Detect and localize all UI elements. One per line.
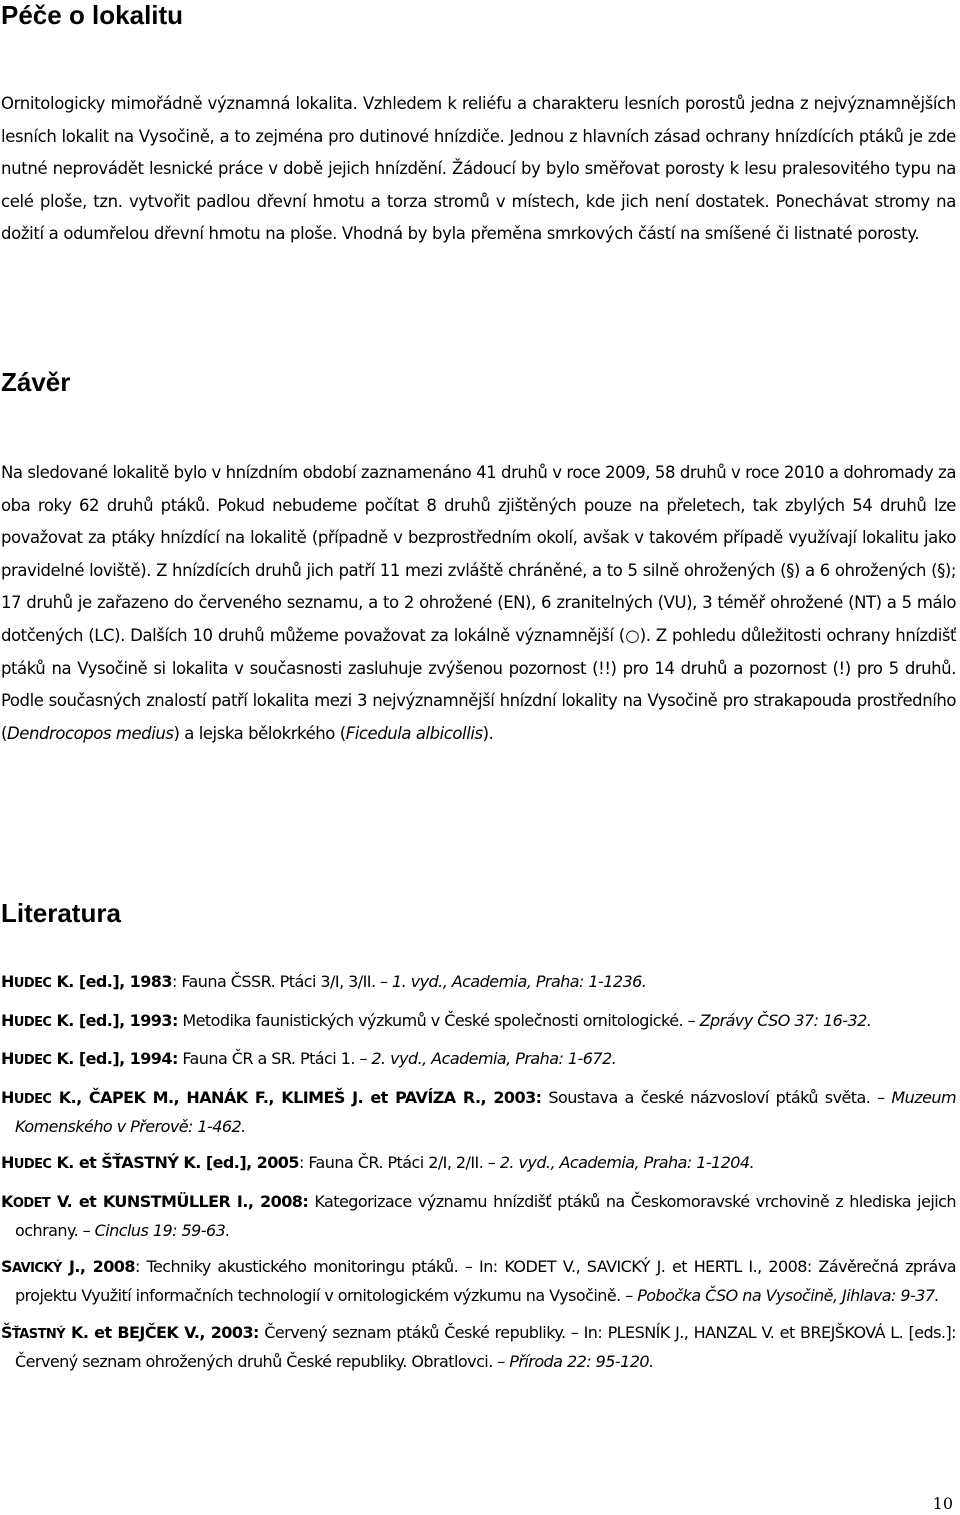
reference-item — [1, 1045, 956, 1074]
reference-body: : Fauna ČSSR. Ptáci 3/I, 3/II. — [171, 972, 381, 991]
reference-source: – Pobočka ČSO na Vysočině, Jihlava: 9-37. — [625, 1286, 940, 1305]
paragraph-conclusion — [1, 457, 956, 750]
reference-item — [1, 1007, 956, 1036]
paragraph-care: Ornitologicky mimořádně významná lokalita. Vzhledem k reliéfu a charakteru lesních porostů jedna z nejvýznamnějších lesních lokalit na Vysočině, a to zejména pro dutinové hnízdiče. Jednou z hlavních zásad ochrany hnízdících ptáků je zde nutné neprovádět lesnické práce v době jejich hnízdění. Žádoucí by bylo směřovat porosty k lesu pralesovitého typu na celé ploše, tzn. vytvořit padlou dřevní hmotu a torza stromů v místech, kde jich není dostatek. Ponechávat stromy na dožití a odumřelou dřevní hmotu na ploše. Vhodná by byla přeměna smrkových částí na smíšené či listnaté porosty. — [1, 94, 956, 243]
reference-authors: SAVICKÝ J., 2008 — [1, 1257, 135, 1276]
reference-body: Kategorizace významu hnízdišť ptáků na Českomoravské vrchovině z hlediska jejich ochrany. — [15, 1191, 956, 1240]
reference-item — [1, 1084, 956, 1140]
reference-source: – Zprávy ČSO 37: 16-32. — [687, 1010, 872, 1030]
reference-body: Fauna ČR a SR. Ptáci 1. — [177, 1049, 360, 1068]
reference-list — [1, 968, 956, 1384]
reference-authors: HUDEC K. [ed.], 1983 — [1, 972, 172, 991]
reference-source: – 2. vyd., Academia, Praha: 1-672. — [359, 1049, 617, 1068]
species-name: Ficedula albicollis — [345, 723, 483, 743]
reference-item — [1, 968, 956, 997]
reference-source: – Muzeum Komenského v Přerově: 1-462. — [15, 1087, 956, 1136]
conclusion-text-b: ) a lejska bělokrkého ( — [173, 723, 346, 743]
section-heading-conclusion: Závěr — [1, 367, 71, 397]
reference-item — [1, 1149, 956, 1178]
conclusion-text-a: Na sledované lokalitě bylo v hnízdním období zaznamenáno 41 druhů v roce 2009, 58 druhů v roce 2010 a dohromady za oba roky 62 druhů ptáků. Pokud nebudeme počítat 8 druhů zjištěných pouze na přeletech, tak zbylých 54 druhů lze považovat za ptáky hnízdící na lokalitě (případně v bezprostředním okolí, avšak v takovém případě využívají lokalitu jako pravidelné loviště). Z hnízdících druhů jich patří 11 mezi zvláště chráněné, a to 5 silně ohrožených (§) a 6 ohrožených (§); 17 druhů je zařazeno do červeného seznamu, a to 2 ohrožené (EN), 6 zranitelných (VU), 3 téměř ohrožené (NT) a 5 málo dotčených (LC). Dalších 10 druhů můžeme považovat za lokálně významnější (○). Z pohledu důležitosti ochrany hnízdišť ptáků na Vysočině si lokalita v současnosti zasluhuje zvýšenou pozornost (!!) pro 14 druhů a pozornost (!) pro 5 druhů. Podle současných znalostí patří lokalita mezi 3 nejvýznamnější hnízdní lokality na Vysočině pro strakapouda prostředního ( — [1, 463, 956, 743]
reference-body: Metodika faunistických výzkumů v České společnosti ornitologické. — [177, 1010, 688, 1030]
reference-body: Červený seznam ptáků České republiky. – In: PLESNÍK J., HANZAL V. et BREJŠKOVÁ L. [eds.]: Červený seznam ohrožených druhů České republiky. Obratlovci. — [15, 1322, 956, 1371]
reference-item — [1, 1188, 956, 1244]
reference-authors: HUDEC K. et ŠŤASTNÝ K. [ed.], 2005 — [1, 1153, 299, 1172]
page-number: 10 — [932, 1494, 953, 1513]
reference-authors: HUDEC K., ČAPEK M., HANÁK F., KLIMEŠ J. et PAVÍZA R., 2003: — [1, 1087, 542, 1107]
reference-item — [1, 1253, 956, 1309]
reference-source: – 2. vyd., Academia, Praha: 1-1204. — [487, 1153, 755, 1172]
reference-body: : Fauna ČR. Ptáci 2/I, 2/II. — [298, 1153, 488, 1172]
reference-source: – Příroda 22: 95-120. — [497, 1351, 654, 1371]
reference-source: – Cinclus 19: 59-63. — [82, 1220, 230, 1240]
reference-authors: ŠŤASTNÝ K. et BEJČEK V., 2003: — [1, 1322, 259, 1342]
species-name: Dendrocopos medius — [7, 723, 174, 743]
reference-item — [1, 1319, 956, 1375]
conclusion-text-c: ). — [482, 723, 494, 743]
reference-body: : Techniky akustického monitoringu ptáků. – In: KODET V., SAVICKÝ J. et HERTL I., 2008: Závěrečná zpráva projektu Využití informačních technologií v ornitologickém výzkumu na Vysočině. — [15, 1257, 956, 1305]
reference-authors: HUDEC K. [ed.], 1994: — [1, 1049, 178, 1068]
reference-body: Soustava a české názvosloví ptáků světa. — [541, 1087, 878, 1107]
section-heading-literature: Literatura — [1, 898, 121, 928]
reference-authors: KODET V. et KUNSTMÜLLER I., 2008: — [1, 1191, 309, 1211]
section-heading-care: Péče o lokalitu — [1, 0, 184, 30]
reference-source: – 1. vyd., Academia, Praha: 1-1236. — [380, 972, 647, 991]
reference-authors: HUDEC K. [ed.], 1993: — [1, 1010, 178, 1030]
